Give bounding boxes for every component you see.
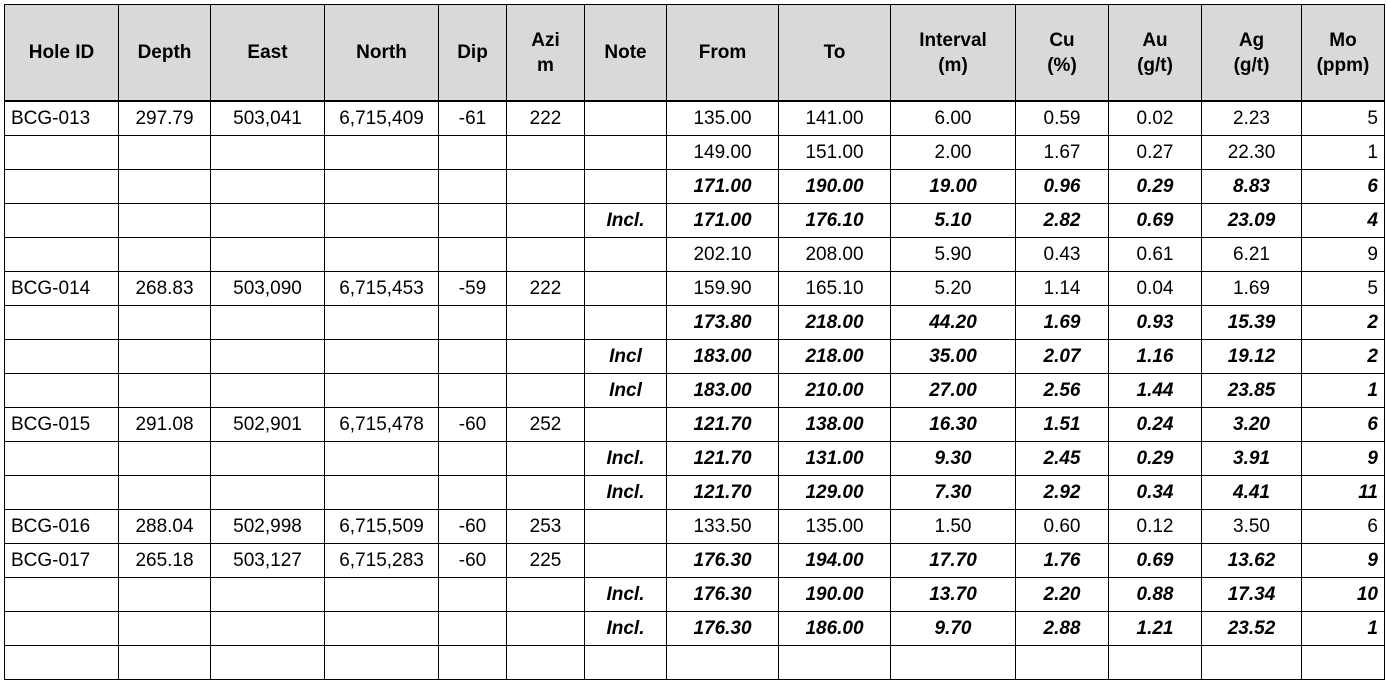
cell-au: 1.16 bbox=[1109, 340, 1202, 374]
cell-north: 6,715,453 bbox=[325, 272, 439, 306]
cell-mo: 9 bbox=[1302, 238, 1385, 272]
column-header-note bbox=[585, 5, 667, 102]
cell-azim bbox=[507, 578, 585, 612]
cell-north: 6,715,478 bbox=[325, 408, 439, 442]
cell-ag: 1.69 bbox=[1202, 272, 1302, 306]
cell-note bbox=[585, 646, 667, 680]
cell-interval: 1.50 bbox=[891, 510, 1016, 544]
cell-from: 171.00 bbox=[667, 170, 779, 204]
table-row bbox=[5, 272, 1385, 306]
table-row bbox=[5, 612, 1385, 646]
cell-au: 0.88 bbox=[1109, 578, 1202, 612]
cell-dip bbox=[439, 340, 507, 374]
cell-to: 138.00 bbox=[779, 408, 891, 442]
cell-hole-id: BCG-014 bbox=[5, 272, 119, 306]
cell-dip: -59 bbox=[439, 272, 507, 306]
cell-hole-id: BCG-015 bbox=[5, 408, 119, 442]
cell-note: Incl. bbox=[585, 442, 667, 476]
cell-azim bbox=[507, 306, 585, 340]
cell-from bbox=[667, 646, 779, 680]
cell-hole-id bbox=[5, 136, 119, 170]
cell-north bbox=[325, 340, 439, 374]
cell-au: 0.27 bbox=[1109, 136, 1202, 170]
cell-north bbox=[325, 442, 439, 476]
cell-from: 202.10 bbox=[667, 238, 779, 272]
table-row bbox=[5, 170, 1385, 204]
cell-note: Incl. bbox=[585, 578, 667, 612]
cell-to: 190.00 bbox=[779, 578, 891, 612]
cell-east: 502,998 bbox=[211, 510, 325, 544]
cell-au: 0.02 bbox=[1109, 101, 1202, 136]
column-header-text: Ag bbox=[1238, 29, 1265, 51]
cell-cu: 1.67 bbox=[1016, 136, 1109, 170]
cell-mo: 1 bbox=[1302, 136, 1385, 170]
cell-depth bbox=[119, 306, 211, 340]
cell-east: 503,127 bbox=[211, 544, 325, 578]
table-row bbox=[5, 238, 1385, 272]
cell-ag: 13.62 bbox=[1202, 544, 1302, 578]
cell-depth bbox=[119, 340, 211, 374]
cell-cu: 1.51 bbox=[1016, 408, 1109, 442]
column-header-cu bbox=[1016, 5, 1109, 102]
cell-cu bbox=[1016, 646, 1109, 680]
cell-north bbox=[325, 476, 439, 510]
cell-north: 6,715,283 bbox=[325, 544, 439, 578]
column-header-text: Cu bbox=[1049, 29, 1075, 51]
cell-hole-id bbox=[5, 612, 119, 646]
cell-mo: 9 bbox=[1302, 544, 1385, 578]
column-header-text: Mo bbox=[1329, 29, 1357, 51]
cell-from: 183.00 bbox=[667, 374, 779, 408]
cell-azim bbox=[507, 136, 585, 170]
cell-depth bbox=[119, 170, 211, 204]
cell-depth bbox=[119, 476, 211, 510]
cell-au: 0.24 bbox=[1109, 408, 1202, 442]
column-header-azim bbox=[507, 5, 585, 102]
cell-north bbox=[325, 578, 439, 612]
cell-interval: 44.20 bbox=[891, 306, 1016, 340]
cell-mo: 6 bbox=[1302, 510, 1385, 544]
cell-depth: 268.83 bbox=[119, 272, 211, 306]
cell-ag: 2.23 bbox=[1202, 101, 1302, 136]
cell-interval: 5.90 bbox=[891, 238, 1016, 272]
cell-east bbox=[211, 340, 325, 374]
cell-depth: 291.08 bbox=[119, 408, 211, 442]
cell-ag: 3.91 bbox=[1202, 442, 1302, 476]
cell-hole-id bbox=[5, 374, 119, 408]
cell-note bbox=[585, 544, 667, 578]
cell-note: Incl bbox=[585, 340, 667, 374]
cell-interval: 17.70 bbox=[891, 544, 1016, 578]
cell-cu: 2.92 bbox=[1016, 476, 1109, 510]
cell-hole-id: BCG-013 bbox=[5, 101, 119, 136]
cell-from: 176.30 bbox=[667, 612, 779, 646]
cell-azim: 222 bbox=[507, 272, 585, 306]
cell-north: 6,715,409 bbox=[325, 101, 439, 136]
cell-to: 210.00 bbox=[779, 374, 891, 408]
table-row bbox=[5, 510, 1385, 544]
cell-au: 0.04 bbox=[1109, 272, 1202, 306]
drill-results-table bbox=[4, 4, 1385, 680]
cell-from: 173.80 bbox=[667, 306, 779, 340]
column-header-text: Depth bbox=[137, 42, 192, 63]
cell-dip: -60 bbox=[439, 408, 507, 442]
cell-east: 503,090 bbox=[211, 272, 325, 306]
cell-note bbox=[585, 306, 667, 340]
cell-azim bbox=[507, 204, 585, 238]
cell-east bbox=[211, 578, 325, 612]
cell-azim: 225 bbox=[507, 544, 585, 578]
header-row bbox=[5, 5, 1385, 102]
cell-cu: 0.43 bbox=[1016, 238, 1109, 272]
cell-note: Incl bbox=[585, 374, 667, 408]
cell-cu: 2.45 bbox=[1016, 442, 1109, 476]
cell-north: 6,715,509 bbox=[325, 510, 439, 544]
cell-ag: 8.83 bbox=[1202, 170, 1302, 204]
cell-east bbox=[211, 442, 325, 476]
column-header-text: Au bbox=[1142, 29, 1168, 51]
cell-depth bbox=[119, 136, 211, 170]
cell-au: 0.12 bbox=[1109, 510, 1202, 544]
cell-depth bbox=[119, 578, 211, 612]
cell-au: 0.34 bbox=[1109, 476, 1202, 510]
cell-to: 218.00 bbox=[779, 340, 891, 374]
cell-au: 0.69 bbox=[1109, 204, 1202, 238]
cell-depth bbox=[119, 442, 211, 476]
cell-dip bbox=[439, 646, 507, 680]
cell-to: 141.00 bbox=[779, 101, 891, 136]
cell-azim bbox=[507, 442, 585, 476]
column-header-text: m bbox=[537, 54, 554, 76]
column-header-ag bbox=[1202, 5, 1302, 102]
column-header-mo bbox=[1302, 5, 1385, 102]
cell-au: 1.44 bbox=[1109, 374, 1202, 408]
column-header-north bbox=[325, 5, 439, 102]
cell-cu: 0.96 bbox=[1016, 170, 1109, 204]
cell-ag: 23.52 bbox=[1202, 612, 1302, 646]
column-header-text: Dip bbox=[457, 42, 488, 63]
cell-mo: 6 bbox=[1302, 170, 1385, 204]
cell-hole-id bbox=[5, 170, 119, 204]
cell-ag: 17.34 bbox=[1202, 578, 1302, 612]
cell-mo: 11 bbox=[1302, 476, 1385, 510]
cell-ag: 4.41 bbox=[1202, 476, 1302, 510]
cell-mo: 2 bbox=[1302, 340, 1385, 374]
cell-azim: 252 bbox=[507, 408, 585, 442]
cell-cu: 1.69 bbox=[1016, 306, 1109, 340]
cell-to: 218.00 bbox=[779, 306, 891, 340]
cell-mo: 6 bbox=[1302, 408, 1385, 442]
cell-cu: 0.60 bbox=[1016, 510, 1109, 544]
column-header-text: To bbox=[823, 42, 846, 63]
cell-mo: 9 bbox=[1302, 442, 1385, 476]
cell-dip bbox=[439, 442, 507, 476]
cell-mo: 1 bbox=[1302, 612, 1385, 646]
cell-interval: 6.00 bbox=[891, 101, 1016, 136]
cell-mo: 5 bbox=[1302, 272, 1385, 306]
cell-from: 121.70 bbox=[667, 476, 779, 510]
column-header-depth bbox=[119, 5, 211, 102]
cell-to: 194.00 bbox=[779, 544, 891, 578]
cell-east bbox=[211, 646, 325, 680]
cell-ag: 23.85 bbox=[1202, 374, 1302, 408]
cell-note: Incl. bbox=[585, 476, 667, 510]
cell-dip bbox=[439, 204, 507, 238]
table-row bbox=[5, 306, 1385, 340]
cell-to: 208.00 bbox=[779, 238, 891, 272]
column-header-east bbox=[211, 5, 325, 102]
table-body bbox=[5, 101, 1385, 680]
table-row bbox=[5, 204, 1385, 238]
cell-from: 183.00 bbox=[667, 340, 779, 374]
cell-east bbox=[211, 170, 325, 204]
cell-from: 121.70 bbox=[667, 442, 779, 476]
column-header-text: East bbox=[247, 42, 288, 63]
table-row bbox=[5, 476, 1385, 510]
table-row bbox=[5, 408, 1385, 442]
cell-to: 135.00 bbox=[779, 510, 891, 544]
cell-note bbox=[585, 272, 667, 306]
cell-from: 159.90 bbox=[667, 272, 779, 306]
cell-au: 0.69 bbox=[1109, 544, 1202, 578]
cell-note bbox=[585, 408, 667, 442]
cell-depth: 265.18 bbox=[119, 544, 211, 578]
cell-cu: 1.14 bbox=[1016, 272, 1109, 306]
cell-depth bbox=[119, 646, 211, 680]
cell-from: 176.30 bbox=[667, 544, 779, 578]
cell-ag bbox=[1202, 646, 1302, 680]
column-header-dip bbox=[439, 5, 507, 102]
column-header-au bbox=[1109, 5, 1202, 102]
cell-azim bbox=[507, 476, 585, 510]
cell-note bbox=[585, 238, 667, 272]
cell-north bbox=[325, 612, 439, 646]
cell-from: 133.50 bbox=[667, 510, 779, 544]
column-header-from bbox=[667, 5, 779, 102]
cell-mo: 5 bbox=[1302, 101, 1385, 136]
column-header-hole-id bbox=[5, 5, 119, 102]
cell-cu: 2.56 bbox=[1016, 374, 1109, 408]
cell-azim bbox=[507, 374, 585, 408]
cell-depth bbox=[119, 238, 211, 272]
cell-interval: 13.70 bbox=[891, 578, 1016, 612]
cell-hole-id bbox=[5, 238, 119, 272]
cell-ag: 6.21 bbox=[1202, 238, 1302, 272]
column-header-text: Hole ID bbox=[28, 42, 95, 63]
cell-note bbox=[585, 170, 667, 204]
cell-interval: 7.30 bbox=[891, 476, 1016, 510]
cell-ag: 23.09 bbox=[1202, 204, 1302, 238]
cell-au: 0.61 bbox=[1109, 238, 1202, 272]
cell-note bbox=[585, 101, 667, 136]
cell-from: 135.00 bbox=[667, 101, 779, 136]
cell-azim bbox=[507, 646, 585, 680]
column-header-text: (ppm) bbox=[1316, 54, 1370, 76]
cell-dip bbox=[439, 136, 507, 170]
cell-north bbox=[325, 170, 439, 204]
cell-cu: 2.82 bbox=[1016, 204, 1109, 238]
cell-to: 186.00 bbox=[779, 612, 891, 646]
cell-to: 131.00 bbox=[779, 442, 891, 476]
table-row bbox=[5, 136, 1385, 170]
column-header-text: Azi bbox=[531, 29, 560, 51]
cell-hole-id bbox=[5, 476, 119, 510]
cell-east bbox=[211, 238, 325, 272]
table-row bbox=[5, 442, 1385, 476]
cell-cu: 2.07 bbox=[1016, 340, 1109, 374]
cell-depth: 288.04 bbox=[119, 510, 211, 544]
cell-interval: 16.30 bbox=[891, 408, 1016, 442]
cell-east bbox=[211, 374, 325, 408]
cell-to: 176.10 bbox=[779, 204, 891, 238]
column-header-text: (m) bbox=[938, 54, 968, 76]
cell-interval: 19.00 bbox=[891, 170, 1016, 204]
cell-north bbox=[325, 204, 439, 238]
cell-east: 503,041 bbox=[211, 101, 325, 136]
cell-east: 502,901 bbox=[211, 408, 325, 442]
cell-azim bbox=[507, 612, 585, 646]
cell-dip: -60 bbox=[439, 510, 507, 544]
cell-hole-id bbox=[5, 306, 119, 340]
table-row bbox=[5, 578, 1385, 612]
column-header-text: North bbox=[356, 42, 407, 63]
cell-depth bbox=[119, 612, 211, 646]
cell-note bbox=[585, 136, 667, 170]
cell-dip bbox=[439, 612, 507, 646]
cell-from: 149.00 bbox=[667, 136, 779, 170]
cell-cu: 2.20 bbox=[1016, 578, 1109, 612]
cell-north bbox=[325, 646, 439, 680]
table-row bbox=[5, 340, 1385, 374]
cell-mo: 2 bbox=[1302, 306, 1385, 340]
cell-depth bbox=[119, 374, 211, 408]
cell-hole-id bbox=[5, 340, 119, 374]
cell-hole-id bbox=[5, 442, 119, 476]
cell-dip bbox=[439, 170, 507, 204]
cell-mo: 4 bbox=[1302, 204, 1385, 238]
cell-au: 1.21 bbox=[1109, 612, 1202, 646]
cell-ag: 15.39 bbox=[1202, 306, 1302, 340]
cell-north bbox=[325, 374, 439, 408]
cell-east bbox=[211, 136, 325, 170]
cell-azim bbox=[507, 340, 585, 374]
cell-note: Incl. bbox=[585, 612, 667, 646]
cell-to: 151.00 bbox=[779, 136, 891, 170]
cell-note bbox=[585, 510, 667, 544]
cell-to: 129.00 bbox=[779, 476, 891, 510]
column-header-text: (g/t) bbox=[1233, 54, 1270, 76]
cell-hole-id bbox=[5, 646, 119, 680]
cell-cu: 2.88 bbox=[1016, 612, 1109, 646]
cell-dip bbox=[439, 476, 507, 510]
column-header-text: Note bbox=[604, 42, 647, 63]
column-header-text: (%) bbox=[1047, 54, 1077, 76]
table-row bbox=[5, 374, 1385, 408]
cell-azim bbox=[507, 170, 585, 204]
cell-interval: 27.00 bbox=[891, 374, 1016, 408]
cell-hole-id: BCG-016 bbox=[5, 510, 119, 544]
cell-au bbox=[1109, 646, 1202, 680]
cell-east bbox=[211, 204, 325, 238]
cell-to: 190.00 bbox=[779, 170, 891, 204]
cell-ag: 22.30 bbox=[1202, 136, 1302, 170]
cell-hole-id: BCG-017 bbox=[5, 544, 119, 578]
cell-interval: 2.00 bbox=[891, 136, 1016, 170]
cell-dip bbox=[439, 306, 507, 340]
cell-hole-id bbox=[5, 578, 119, 612]
cell-azim bbox=[507, 238, 585, 272]
cell-ag: 19.12 bbox=[1202, 340, 1302, 374]
column-header-interval bbox=[891, 5, 1016, 102]
table-row bbox=[5, 544, 1385, 578]
cell-mo: 10 bbox=[1302, 578, 1385, 612]
cell-au: 0.93 bbox=[1109, 306, 1202, 340]
cell-dip bbox=[439, 238, 507, 272]
cell-interval: 5.10 bbox=[891, 204, 1016, 238]
cell-interval: 5.20 bbox=[891, 272, 1016, 306]
cell-north bbox=[325, 306, 439, 340]
cell-hole-id bbox=[5, 204, 119, 238]
column-header-text: Interval bbox=[919, 29, 987, 51]
cell-cu: 0.59 bbox=[1016, 101, 1109, 136]
cell-dip: -61 bbox=[439, 101, 507, 136]
cell-dip: -60 bbox=[439, 544, 507, 578]
cell-ag: 3.50 bbox=[1202, 510, 1302, 544]
table-row bbox=[5, 646, 1385, 680]
table-row bbox=[5, 101, 1385, 136]
cell-dip bbox=[439, 578, 507, 612]
cell-azim: 222 bbox=[507, 101, 585, 136]
cell-interval: 35.00 bbox=[891, 340, 1016, 374]
cell-au: 0.29 bbox=[1109, 442, 1202, 476]
cell-note: Incl. bbox=[585, 204, 667, 238]
cell-to: 165.10 bbox=[779, 272, 891, 306]
cell-from: 121.70 bbox=[667, 408, 779, 442]
cell-east bbox=[211, 612, 325, 646]
cell-east bbox=[211, 306, 325, 340]
cell-dip bbox=[439, 374, 507, 408]
cell-interval: 9.30 bbox=[891, 442, 1016, 476]
cell-mo bbox=[1302, 646, 1385, 680]
cell-ag: 3.20 bbox=[1202, 408, 1302, 442]
column-header-text: (g/t) bbox=[1137, 54, 1173, 76]
cell-interval bbox=[891, 646, 1016, 680]
cell-depth bbox=[119, 204, 211, 238]
cell-interval: 9.70 bbox=[891, 612, 1016, 646]
column-header-text: From bbox=[698, 42, 747, 63]
cell-mo: 1 bbox=[1302, 374, 1385, 408]
cell-from: 171.00 bbox=[667, 204, 779, 238]
cell-north bbox=[325, 238, 439, 272]
cell-azim: 253 bbox=[507, 510, 585, 544]
cell-depth: 297.79 bbox=[119, 101, 211, 136]
cell-au: 0.29 bbox=[1109, 170, 1202, 204]
column-header-to bbox=[779, 5, 891, 102]
cell-to bbox=[779, 646, 891, 680]
cell-cu: 1.76 bbox=[1016, 544, 1109, 578]
cell-east bbox=[211, 476, 325, 510]
cell-north bbox=[325, 136, 439, 170]
cell-from: 176.30 bbox=[667, 578, 779, 612]
